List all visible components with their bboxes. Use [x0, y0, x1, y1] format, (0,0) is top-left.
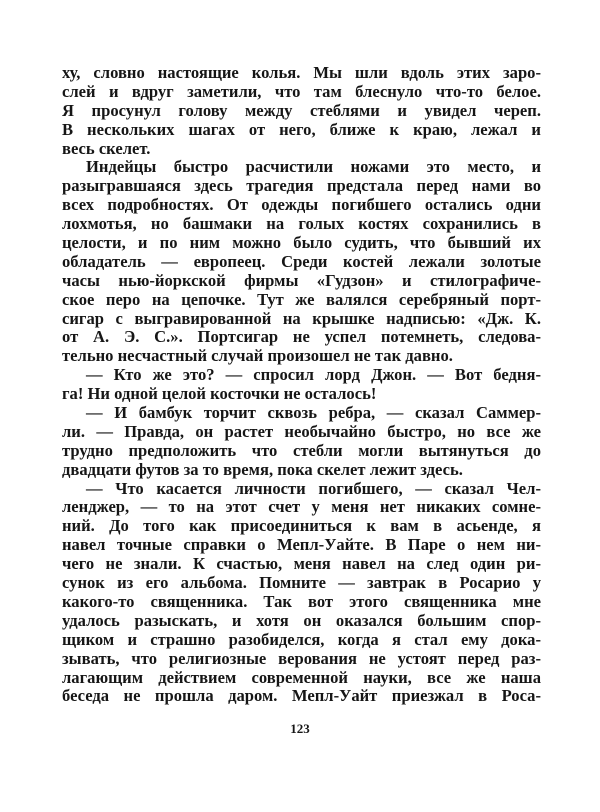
text-line: сигар с выгравированной на крышке надписью: «Дж. К.: [62, 308, 541, 328]
text-line: — Кто же это? — спросил лорд Джон. — Вот бедня-: [86, 365, 541, 385]
text-line: часы нью-йоркской фирмы «Гудзон» и стилографиче-: [62, 270, 541, 290]
text-line: лохмотья, но башмаки на голых костях сохранились в: [62, 214, 541, 234]
text-line: обладатель — европеец. Среди костей лежали золотые: [62, 251, 541, 271]
text-line: щиком и страшно разобиделся, когда я стал ему дока-: [62, 629, 541, 649]
text-line: — Что касается личности погибшего, — сказал Чел-: [86, 478, 541, 498]
text-line: лагающим действием современной науки, все же наша: [62, 667, 541, 687]
text-line: от А. Э. С.». Портсигар не успел потемнеть, следова-: [62, 327, 541, 347]
text-line: га! Ни одной целой косточки не осталось!: [62, 384, 377, 404]
text-line: чего не знали. К счастью, меня навел на след один ри-: [62, 554, 541, 574]
text-line: Я просунул голову между стеблями и увидел череп.: [62, 100, 541, 120]
text-line: навел точные справки о Мепл-Уайте. В Паре о нем ни-: [62, 535, 541, 555]
text-line: слей и вдруг заметили, что там блеснуло что-то белое.: [62, 81, 541, 101]
text-line: удалось разыскать, и хотя он оказался большим спор-: [62, 610, 541, 630]
text-line: весь скелет.: [62, 138, 151, 158]
text-line: двадцати футов за то время, пока скелет лежит здесь.: [62, 459, 463, 479]
text-line: трудно предположить что стебли могли вытянуться до: [62, 440, 541, 460]
text-line: какого-то священника. Так вот этого священника мне: [62, 591, 541, 611]
text-line: сунок из его альбома. Помните — завтрак в Росарио у: [62, 573, 541, 593]
page-number: 123: [290, 721, 310, 736]
text-line: ленджер, — то на этот счет у меня нет никаких сомне-: [62, 497, 541, 517]
text-line: беседа не прошла даром. Мепл-Уайт приезжал в Роса-: [62, 686, 541, 706]
text-line: целости, и по ним можно было судить, что бывший их: [62, 233, 541, 253]
text-line: ху, словно настоящие колья. Мы шли вдоль этих заро-: [62, 63, 541, 82]
body-text: [62, 64, 541, 706]
text-line: Индейцы быстро расчистили ножами это место, и: [86, 157, 541, 177]
text-line: разыгравшаяся здесь трагедия предстала перед нами во: [62, 176, 541, 196]
text-line: ское перо на цепочке. Тут же валялся серебряный порт-: [62, 289, 541, 309]
text-line: всех подробностях. От одежды погибшего остались одни: [62, 195, 541, 215]
text-line: ли. — Правда, он растет необычайно быстро, но все же: [62, 421, 541, 441]
text-line: ний. До того как присоединиться к вам в асьенде, я: [62, 516, 541, 536]
text-line: зывать, что религиозные верования не устоят перед раз-: [62, 648, 541, 668]
text-line: тельно несчастный случай произошел не так давно.: [62, 346, 453, 366]
text-line: В нескольких шагах от него, ближе к краю, лежал и: [62, 119, 541, 139]
text-line: — И бамбук торчит сквозь ребра, — сказал Саммер-: [86, 403, 541, 423]
